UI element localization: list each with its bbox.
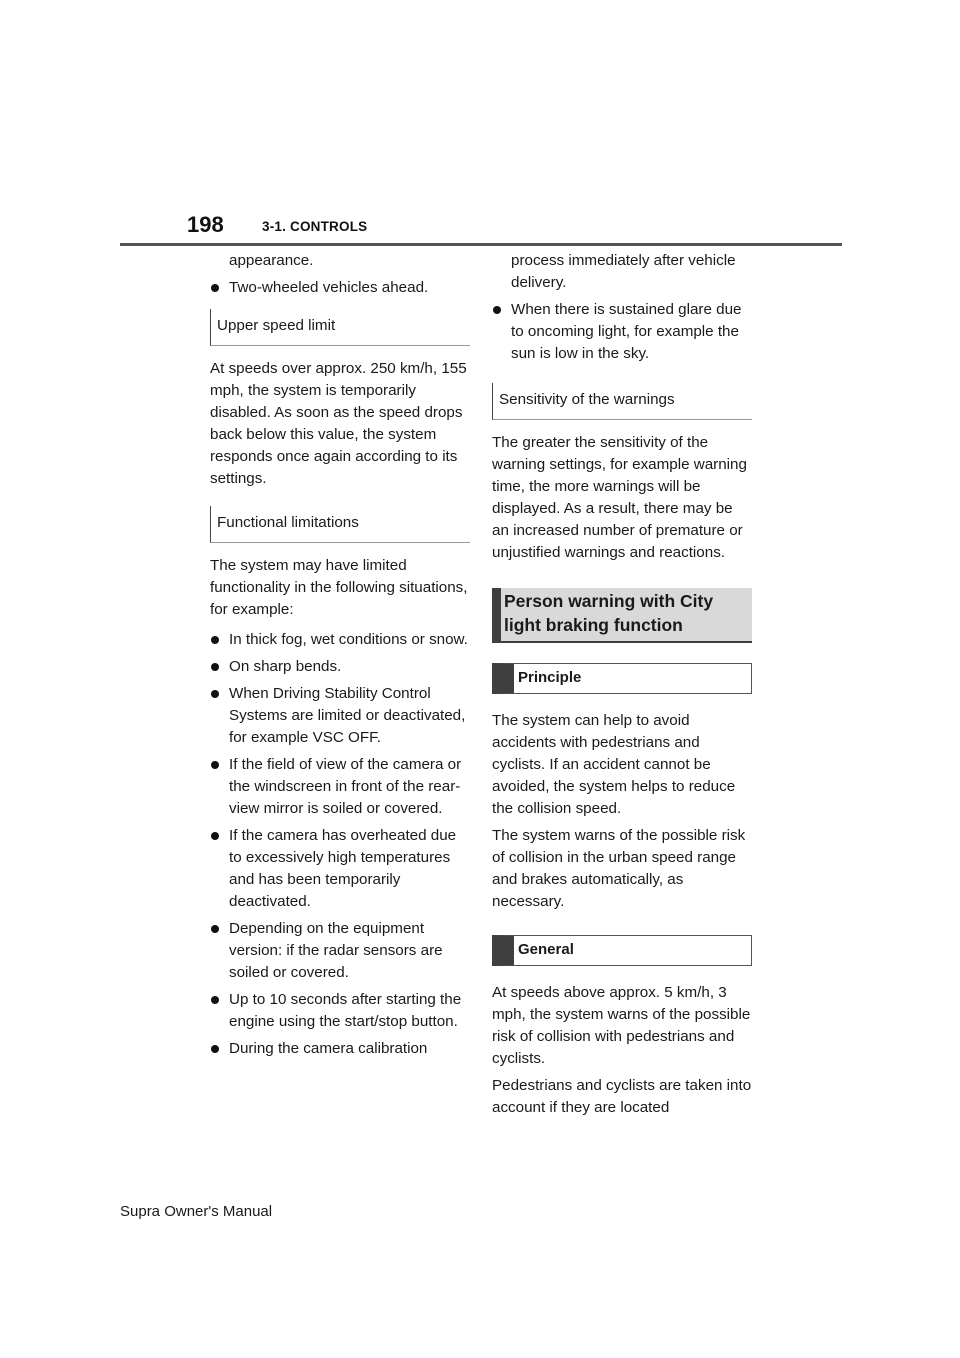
upper-speed-limit-text: At speeds over approx. 250 km/h, 155 mph, the system is temporarily disabled. As soon as the speed drops back below this value, the system responds once again according to its settings. (210, 360, 467, 487)
footer-text: Supra Owner's Manual (120, 1203, 273, 1220)
principle-heading: Principle (492, 663, 752, 694)
list-item (210, 825, 470, 913)
bullet-icon (211, 284, 219, 292)
list-item (210, 1038, 470, 1060)
list-item (492, 299, 752, 365)
list-item-text: Depending on the equipment version: if the radar sensors are soiled or covered. (229, 920, 443, 981)
sensitivity-heading: Sensitivity of the warnings (492, 383, 752, 420)
bullet-icon (493, 306, 501, 314)
general-paragraph-1: At speeds above approx. 5 km/h, 3 mph, the system warns of the possible risk of collision with pedestrians and cyclists. (492, 984, 751, 1067)
list-item (210, 277, 470, 299)
functional-limitations-heading: Functional limitations (210, 506, 470, 543)
bullet-icon (211, 690, 219, 698)
continued-text: process immediately after vehicle delivery. (511, 252, 736, 291)
list-item-text: When there is sustained glare due to oncoming light, for example the sun is low in the sky. (511, 301, 742, 362)
bullet-icon (211, 636, 219, 644)
list-item-text: On sharp bends. (229, 658, 342, 675)
left-column (210, 250, 470, 1065)
continued-text: appearance. (229, 252, 314, 269)
list-item-text: Two-wheeled vehicles ahead. (229, 279, 429, 296)
header-rule (120, 243, 842, 246)
list-item (210, 918, 470, 984)
general-paragraph-2: Pedestrians and cyclists are taken into account if they are located (492, 1077, 752, 1116)
limitations-list (210, 629, 470, 1060)
list-item-text: During the camera calibration (229, 1040, 428, 1057)
bullet-list (210, 277, 470, 299)
bullet-icon (211, 761, 219, 769)
sensitivity-text: The greater the sensitivity of the warning settings, for example warning time, the more warnings will be displayed. As a result, there may be an increased number of premature or unjustified warnings and reactions. (492, 434, 747, 561)
bullet-icon (211, 832, 219, 840)
list-item (210, 629, 470, 651)
bullet-icon (211, 663, 219, 671)
list-item (210, 989, 470, 1033)
bullet-icon (211, 996, 219, 1004)
list-item (210, 656, 470, 678)
list-item (210, 754, 470, 820)
upper-speed-limit-heading: Upper speed limit (210, 309, 470, 346)
bullet-icon (211, 925, 219, 933)
list-item-text: If the camera has overheated due to excessively high temperatures and has been temporarily deactivated. (229, 827, 457, 910)
list-item-text: If the field of view of the camera or the windscreen in front of the rear-view mirror is soiled or covered. (229, 756, 462, 817)
list-item-text: Up to 10 seconds after starting the engine using the start/stop button. (229, 991, 462, 1030)
list-item-text: In thick fog, wet conditions or snow. (229, 631, 468, 648)
list-item-text: When Driving Stability Control Systems are limited or deactivated, for example VSC OFF. (229, 685, 466, 746)
person-warning-heading: Person warning with City light braking function (492, 588, 752, 643)
principle-paragraph-1: The system can help to avoid accidents with pedestrians and cyclists. If an accident cannot be avoided, the system helps to reduce the collision speed. (492, 712, 736, 817)
bullet-icon (211, 1045, 219, 1053)
list-item (210, 683, 470, 749)
principle-paragraph-2: The system warns of the possible risk of collision in the urban speed range and brakes automatically, as necessary. (492, 827, 746, 910)
section-title: 3-1. CONTROLS (262, 219, 368, 234)
functional-limitations-intro: The system may have limited functionality in the following situations, for example: (210, 557, 468, 618)
page-number: 198 (187, 212, 224, 237)
right-column (492, 250, 752, 1124)
general-heading: General (492, 935, 752, 966)
bullet-list (492, 299, 752, 365)
